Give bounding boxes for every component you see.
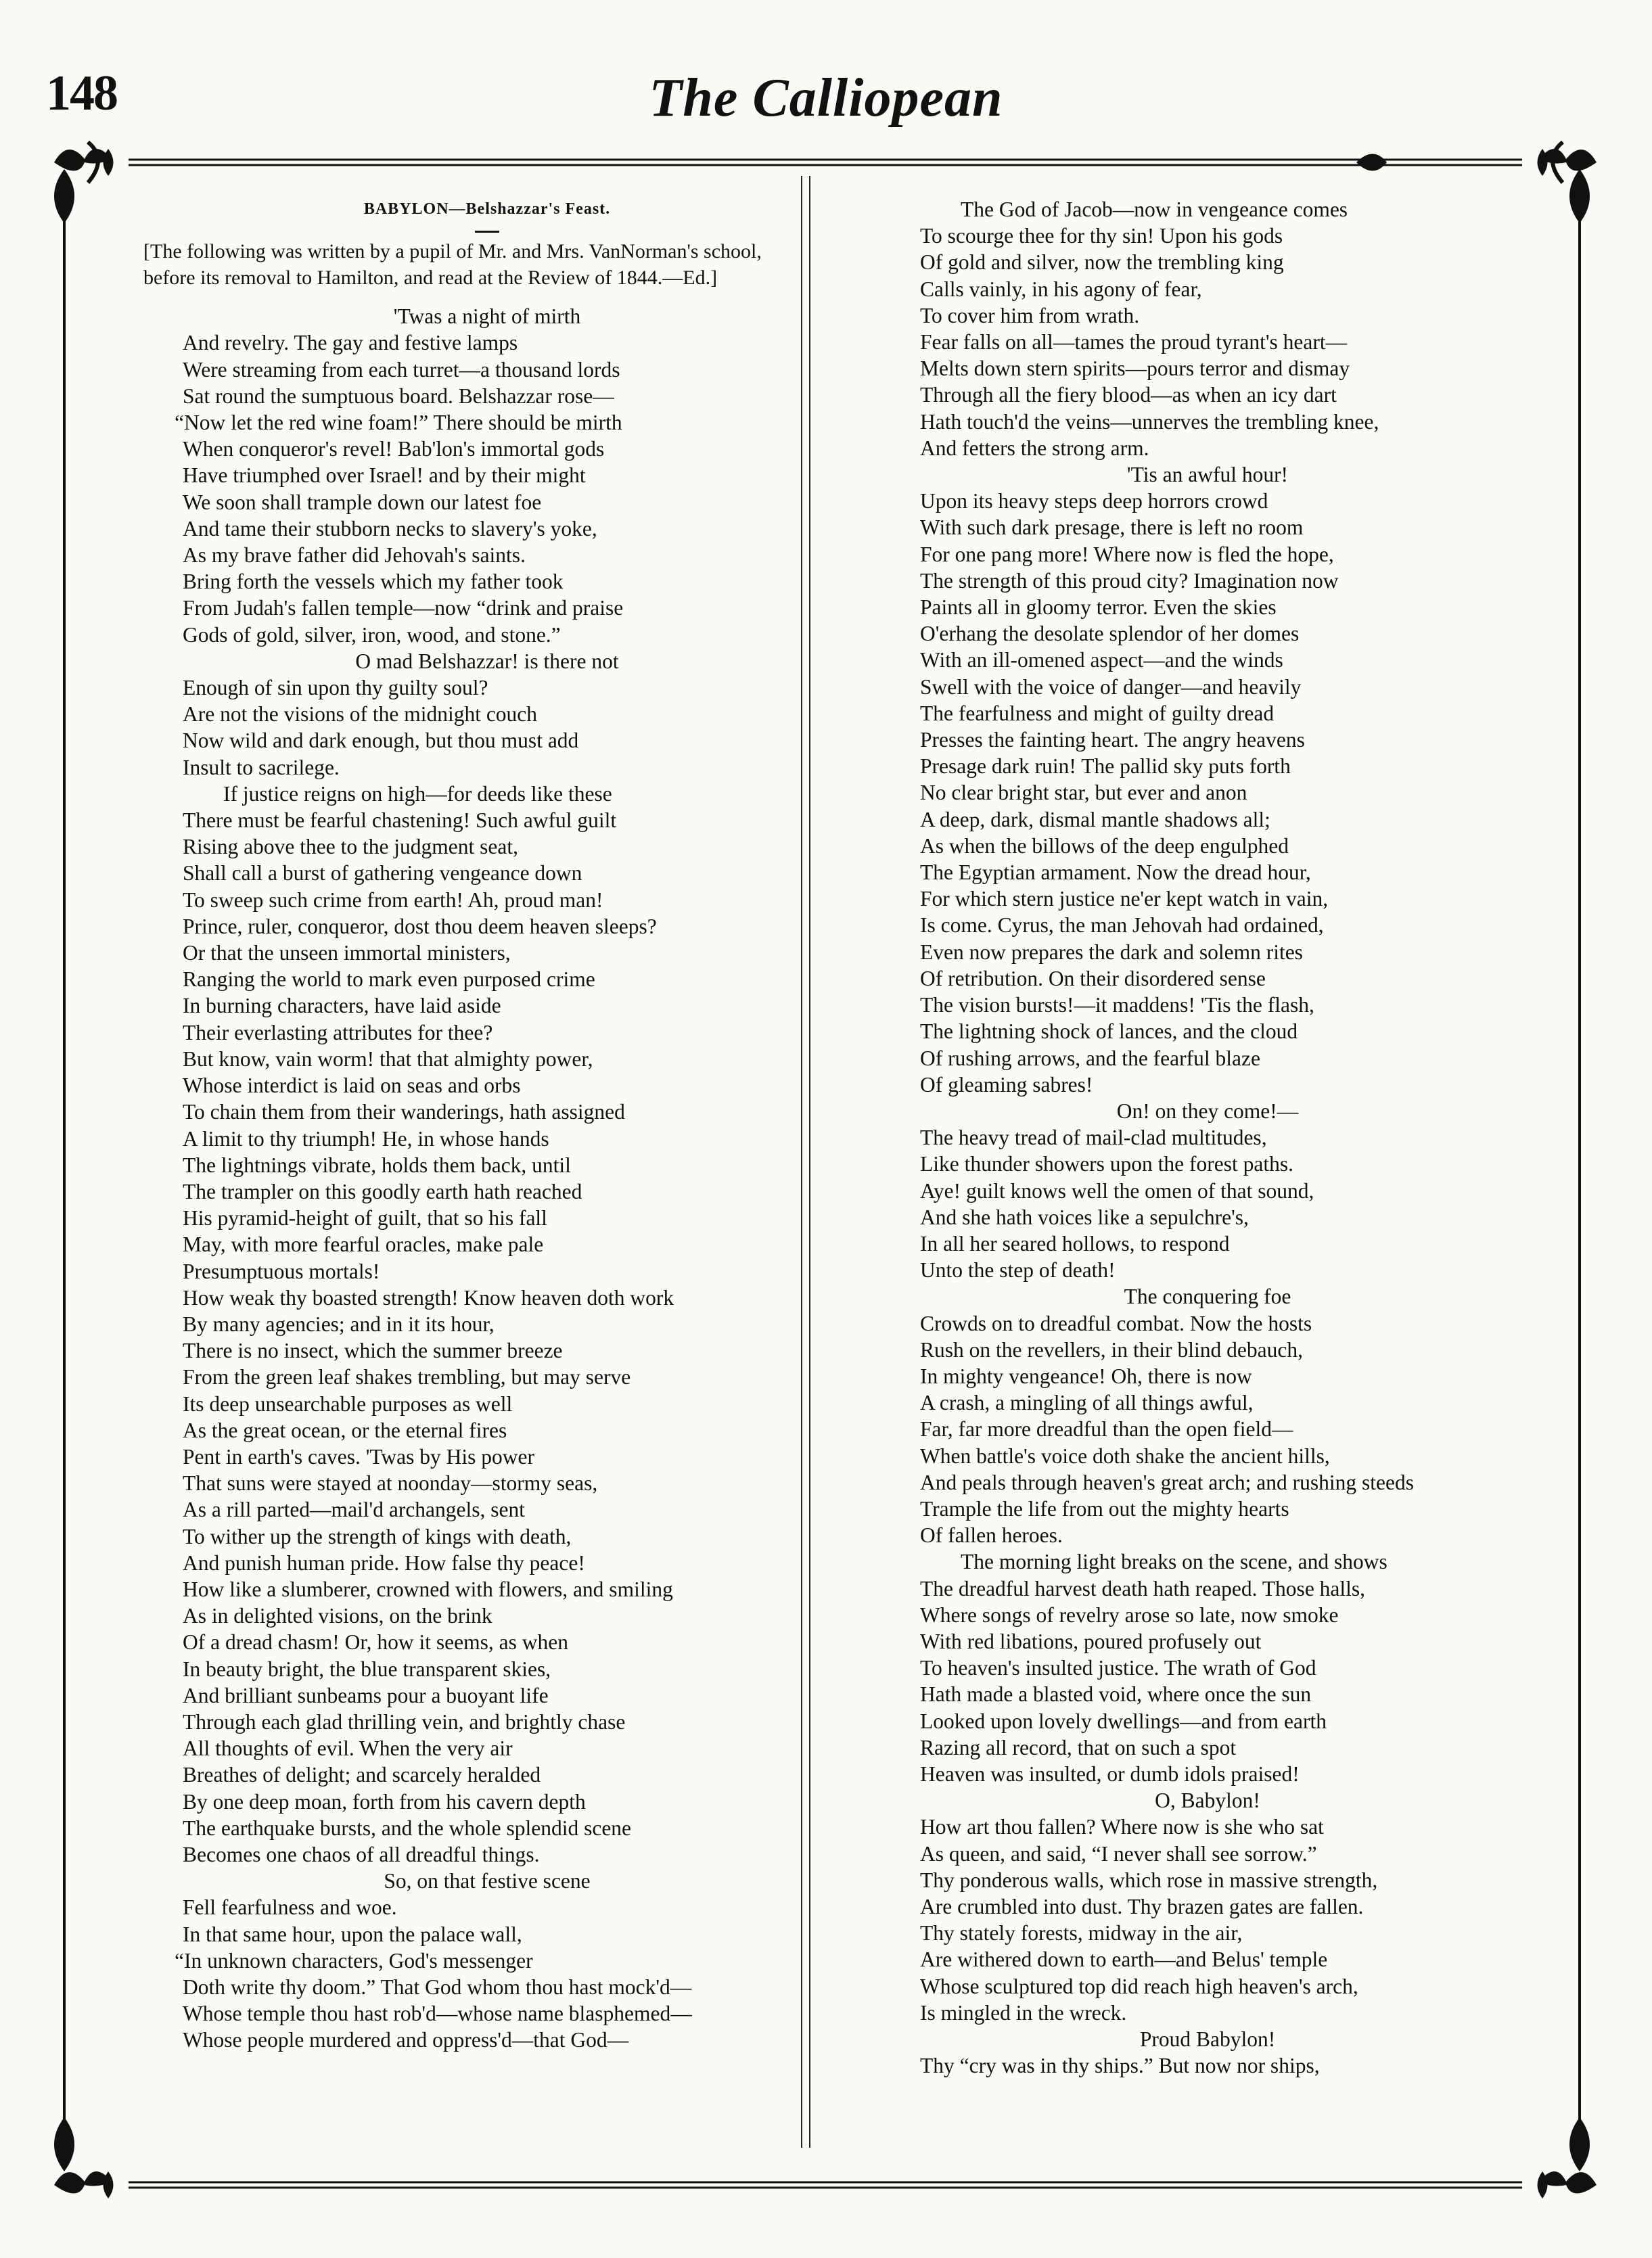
poem-line: Is come. Cyrus, the man Jehovah had ordained, bbox=[920, 913, 1324, 938]
poem-line: No clear bright star, but ever and anon bbox=[920, 781, 1247, 805]
poem-line: Were streaming from each turret—a thousand lords bbox=[183, 357, 620, 382]
poem-line: How like a slumberer, crowned with flowers, and smiling bbox=[183, 1577, 673, 1601]
poem-line: The conquering foe bbox=[1124, 1285, 1291, 1309]
poem-line: Of a dread chasm! Or, how it seems, as when bbox=[183, 1630, 568, 1655]
column-divider bbox=[801, 176, 810, 2148]
poem-line: Razing all record, that on such a spot bbox=[920, 1735, 1237, 1759]
poem-line: To chain them from their wanderings, hath assigned bbox=[183, 1100, 625, 1124]
poem-line: As my brave father did Jehovah's saints. bbox=[183, 543, 526, 568]
poem-line: In burning characters, have laid aside bbox=[183, 994, 501, 1018]
poem-line: As in delighted visions, on the brink bbox=[183, 1604, 492, 1628]
poem-line: There must be fearful chastening! Such awful guilt bbox=[183, 808, 617, 833]
poem-line: Aye! guilt knows well the omen of that sound, bbox=[920, 1178, 1314, 1203]
poem-line: Pent in earth's caves. 'Twas by His power bbox=[183, 1444, 535, 1469]
poem-line: Whose temple thou hast rob'd—whose name blasphemed— bbox=[183, 2002, 692, 2026]
poem-line: Crowds on to dreadful combat. Now the hosts bbox=[920, 1311, 1312, 1335]
poem-line: As when the billows of the deep engulphed bbox=[920, 833, 1289, 858]
poem-line: From Judah's fallen temple—now “drink and praise bbox=[183, 596, 624, 620]
poem-line: How weak thy boasted strength! Know heaven doth work bbox=[183, 1285, 674, 1310]
poem-line: That suns were stayed at noonday—stormy seas, bbox=[183, 1471, 598, 1496]
poem-line: “Now let the red wine foam!” There should be mirth bbox=[175, 411, 622, 435]
poem-line: Calls vainly, in his agony of fear, bbox=[920, 277, 1202, 301]
poem-line: Paints all in gloomy terror. Even the skies bbox=[920, 595, 1277, 620]
poem-line: Whose interdict is laid on seas and orbs bbox=[183, 1074, 521, 1098]
poem-line: How art thou fallen? Where now is she who sat bbox=[920, 1815, 1324, 1839]
poem-line: The morning light breaks on the scene, and shows bbox=[961, 1550, 1387, 1574]
poem-line: A limit to thy triumph! He, in whose hands bbox=[183, 1126, 549, 1151]
poem-line: To scourge thee for thy sin! Upon his gods bbox=[920, 224, 1283, 248]
poem-line: 'Tis an awful hour! bbox=[1126, 463, 1289, 487]
poem-line: And tame their stubborn necks to slavery's yoke, bbox=[183, 516, 597, 540]
poem-line: Hath touch'd the veins—unnerves the trembling knee, bbox=[920, 409, 1379, 434]
poem-line: A crash, a mingling of all things awful, bbox=[920, 1391, 1254, 1415]
poem-line: To heaven's insulted justice. The wrath of God bbox=[920, 1656, 1316, 1680]
poem-line: And revelry. The gay and festive lamps bbox=[183, 331, 518, 355]
poem-line: Unto the step of death! bbox=[920, 1258, 1116, 1283]
poem-line: Are not the visions of the midnight couch bbox=[183, 702, 538, 727]
poem-line: Hath made a blasted void, where once the sun bbox=[920, 1682, 1312, 1707]
poem-line: Insult to sacrilege. bbox=[183, 755, 340, 779]
poem-line: Gods of gold, silver, iron, wood, and stone.” bbox=[183, 622, 561, 647]
poem-line: Prince, ruler, conqueror, dost thou deem heaven sleeps? bbox=[183, 914, 657, 938]
poem-line: The Egyptian armament. Now the dread hour, bbox=[920, 860, 1311, 885]
poem-line: The earthquake bursts, and the whole splendid scene bbox=[183, 1816, 632, 1840]
note-line: before its removal to Hamilton, and read at the Review of 1844.—Ed.] bbox=[143, 267, 718, 290]
poem-line: To wither up the strength of kings with death, bbox=[183, 1524, 572, 1548]
poem-line: Like thunder showers upon the forest paths. bbox=[920, 1152, 1294, 1176]
title-rule bbox=[475, 231, 499, 233]
poem-line: Melts down stern spirits—pours terror and dismay bbox=[920, 356, 1350, 381]
poem-line: There is no insect, which the summer breeze bbox=[183, 1339, 563, 1363]
poem-line: In beauty bright, the blue transparent skies, bbox=[183, 1657, 551, 1681]
poem-line: Of gold and silver, now the trembling king bbox=[920, 250, 1284, 275]
poem-line: So, on that festive scene bbox=[384, 1869, 591, 1893]
poem-line: Are withered down to earth—and Belus' temple bbox=[920, 1948, 1328, 1972]
top-ornamental-rule bbox=[47, 135, 1603, 189]
poem-line: Whose sculptured top did reach high heaven's arch, bbox=[920, 1974, 1358, 1998]
poem-line: In that same hour, upon the palace wall, bbox=[183, 1922, 522, 1946]
poem-line: Thy stately forests, midway in the air, bbox=[920, 1921, 1243, 1945]
poem-line: Thy ponderous walls, which rose in massive strength, bbox=[920, 1868, 1378, 1892]
poem-line: The God of Jacob—now in vengeance comes bbox=[961, 198, 1348, 221]
poem-line: “In unknown characters, God's messenger bbox=[175, 1948, 533, 1973]
poem-line: Of fallen heroes. bbox=[920, 1523, 1063, 1548]
poem-line: The lightning shock of lances, and the cloud bbox=[920, 1019, 1298, 1044]
poem-line: Doth write thy doom.” That God whom thou hast mock'd— bbox=[183, 1975, 692, 1999]
poem-line: Looked upon lovely dwellings—and from earth bbox=[920, 1709, 1327, 1733]
poem-line: The heavy tread of mail-clad multitudes, bbox=[920, 1126, 1267, 1150]
poem-line: The dreadful harvest death hath reaped. Those halls, bbox=[920, 1576, 1366, 1600]
poem-line: To cover him from wrath. bbox=[920, 303, 1140, 327]
right-column bbox=[920, 196, 1495, 2079]
poem-line: As a rill parted—mail'd archangels, sent bbox=[183, 1498, 526, 1522]
poem-line: Thy “cry was in thy ships.” But now nor ships, bbox=[920, 2054, 1320, 2078]
poem-line: Shall call a burst of gathering vengeance down bbox=[183, 861, 582, 885]
poem-line: O mad Belshazzar! is there not bbox=[355, 649, 619, 673]
poem-line: For one pang more! Where now is fled the hope, bbox=[920, 542, 1334, 566]
poem-line: And punish human pride. How false thy peace! bbox=[183, 1550, 585, 1575]
poem-line: Of retribution. On their disordered sense bbox=[920, 966, 1266, 990]
bottom-ornamental-rule bbox=[47, 2158, 1603, 2212]
poem-line: Trample the life from out the mighty hearts bbox=[920, 1496, 1289, 1521]
poem-line: But know, vain worm! that that almighty power, bbox=[183, 1046, 593, 1071]
poem-right bbox=[920, 196, 1495, 2079]
poem-line: As the great ocean, or the eternal fires bbox=[183, 1418, 507, 1442]
poem-line: A deep, dark, dismal mantle shadows all; bbox=[920, 807, 1270, 831]
poem-line: Whose people murdered and oppress'd—that God— bbox=[183, 2028, 629, 2052]
poem-line: From the green leaf shakes trembling, but may serve bbox=[183, 1365, 631, 1389]
poem-line: Presage dark ruin! The pallid sky puts forth bbox=[920, 754, 1291, 779]
poem-line: Where songs of revelry arose so late, now smoke bbox=[920, 1603, 1339, 1627]
poem-line: The strength of this proud city? Imagination now bbox=[920, 568, 1339, 593]
article-title: BABYLON—Belshazzar's Feast. bbox=[363, 200, 611, 218]
poem-line: Fell fearfulness and woe. bbox=[183, 1895, 397, 1920]
poem-line: Or that the unseen immortal ministers, bbox=[183, 941, 511, 965]
poem-line: Fear falls on all—tames the proud tyrant's heart— bbox=[920, 330, 1348, 354]
poem-line: Of gleaming sabres! bbox=[920, 1072, 1093, 1097]
poem-line: For which stern justice ne'er kept watch in vain, bbox=[920, 887, 1329, 911]
poem-line: 'Twas a night of mirth bbox=[393, 304, 581, 329]
note-line: [The following was written by a pupil of Mr. and Mrs. VanNorman's school, bbox=[143, 240, 762, 263]
poem-line: And she hath voices like a sepulchre's, bbox=[920, 1205, 1249, 1229]
poem-line: By many agencies; and in it its hour, bbox=[183, 1312, 495, 1336]
poem-line: In mighty vengeance! Oh, there is now bbox=[920, 1364, 1252, 1388]
poem-line: Bring forth the vessels which my father took bbox=[183, 570, 564, 594]
poem-line: Heaven was insulted, or dumb idols praised! bbox=[920, 1761, 1300, 1786]
right-border-ornament bbox=[1556, 169, 1603, 2171]
poem-line: Have triumphed over Israel! and by their might bbox=[183, 463, 586, 488]
poem-left bbox=[175, 303, 791, 2053]
poem-line: His pyramid-height of guilt, that so his fall bbox=[183, 1206, 547, 1230]
poem-line: Breathes of delight; and scarcely heralded bbox=[183, 1763, 541, 1787]
poem-line: Enough of sin upon thy guilty soul? bbox=[183, 676, 488, 700]
poem-line: The fearfulness and might of guilty dread bbox=[920, 701, 1275, 725]
poem-line: And brilliant sunbeams pour a buoyant life bbox=[183, 1683, 549, 1707]
poem-line: With an ill-omened aspect—and the winds bbox=[920, 648, 1283, 672]
poem-line: Far, far more dreadful than the open field— bbox=[920, 1417, 1293, 1442]
poem-line: Now wild and dark enough, but thou must add bbox=[183, 729, 579, 753]
poem-line: Sat round the sumptuous board. Belshazzar rose— bbox=[183, 384, 614, 408]
poem-line: Upon its heavy steps deep horrors crowd bbox=[920, 489, 1268, 513]
poem-line: Through all the fiery blood—as when an icy dart bbox=[920, 383, 1337, 407]
poem-line: When conqueror's revel! Bab'lon's immortal gods bbox=[183, 437, 605, 461]
poem-line: Are crumbled into dust. Thy brazen gates are fallen. bbox=[920, 1895, 1364, 1918]
masthead-title: The Calliopean bbox=[649, 68, 1003, 128]
poem-line: Rush on the revellers, in their blind debauch, bbox=[920, 1337, 1303, 1362]
poem-line: Becomes one chaos of all dreadful things. bbox=[183, 1842, 540, 1866]
poem-line: In all her seared hollows, to respond bbox=[920, 1231, 1230, 1255]
poem-line: Ranging the world to mark even purposed crime bbox=[183, 967, 595, 992]
poem-line: Its deep unsearchable purposes as well bbox=[183, 1391, 513, 1416]
poem-line: The vision bursts!—it maddens! 'Tis the flash, bbox=[920, 993, 1314, 1017]
poem-line: Their everlasting attributes for thee? bbox=[183, 1020, 493, 1044]
poem-line: May, with more fearful oracles, make pale bbox=[183, 1232, 544, 1257]
poem-line: Presumptuous mortals! bbox=[183, 1259, 380, 1283]
poem-line: Of rushing arrows, and the fearful blaze bbox=[920, 1046, 1260, 1070]
poem-line: Rising above thee to the judgment seat, bbox=[183, 835, 519, 859]
page-number: 148 bbox=[46, 66, 117, 121]
poem-line: If justice reigns on high—for deeds like these bbox=[223, 781, 612, 806]
poem-line: We soon shall trample down our latest foe bbox=[183, 490, 542, 514]
poem-line: With such dark presage, there is left no room bbox=[920, 515, 1304, 540]
poem-line: O'erhang the desolate splendor of her domes bbox=[920, 622, 1300, 646]
poem-line: Is mingled in the wreck. bbox=[920, 2000, 1127, 2025]
poem-line: All thoughts of evil. When the very air bbox=[183, 1736, 513, 1761]
left-border-ornament bbox=[41, 169, 88, 2171]
editor-note bbox=[143, 238, 793, 291]
poem-line: When battle's voice doth shake the ancient hills, bbox=[920, 1444, 1330, 1468]
poem-line: And peals through heaven's great arch; and rushing steeds bbox=[920, 1470, 1414, 1494]
poem-line: The lightnings vibrate, holds them back, until bbox=[183, 1153, 571, 1177]
poem-line: To sweep such crime from earth! Ah, proud man! bbox=[183, 888, 603, 912]
poem-line: O, Babylon! bbox=[1155, 1789, 1260, 1813]
poem-line: The trampler on this goodly earth hath reached bbox=[183, 1179, 582, 1203]
poem-line: Swell with the voice of danger—and heavily bbox=[920, 674, 1302, 699]
poem-line: And fetters the strong arm. bbox=[920, 436, 1149, 460]
poem-line: As queen, and said, “I never shall see sorrow.” bbox=[920, 1841, 1317, 1866]
poem-line: Presses the fainting heart. The angry heavens bbox=[920, 728, 1305, 752]
poem-line: Through each glad thrilling vein, and brightly chase bbox=[183, 1709, 626, 1734]
poem-line: Even now prepares the dark and solemn rites bbox=[920, 940, 1303, 964]
poem-line: With red libations, poured profusely out bbox=[920, 1629, 1262, 1653]
poem-line: By one deep moan, forth from his cavern depth bbox=[183, 1789, 586, 1814]
left-column bbox=[143, 196, 791, 2054]
poem-line: Proud Babylon! bbox=[1139, 2027, 1276, 2052]
poem-line: On! on they come!— bbox=[1116, 1099, 1299, 1123]
